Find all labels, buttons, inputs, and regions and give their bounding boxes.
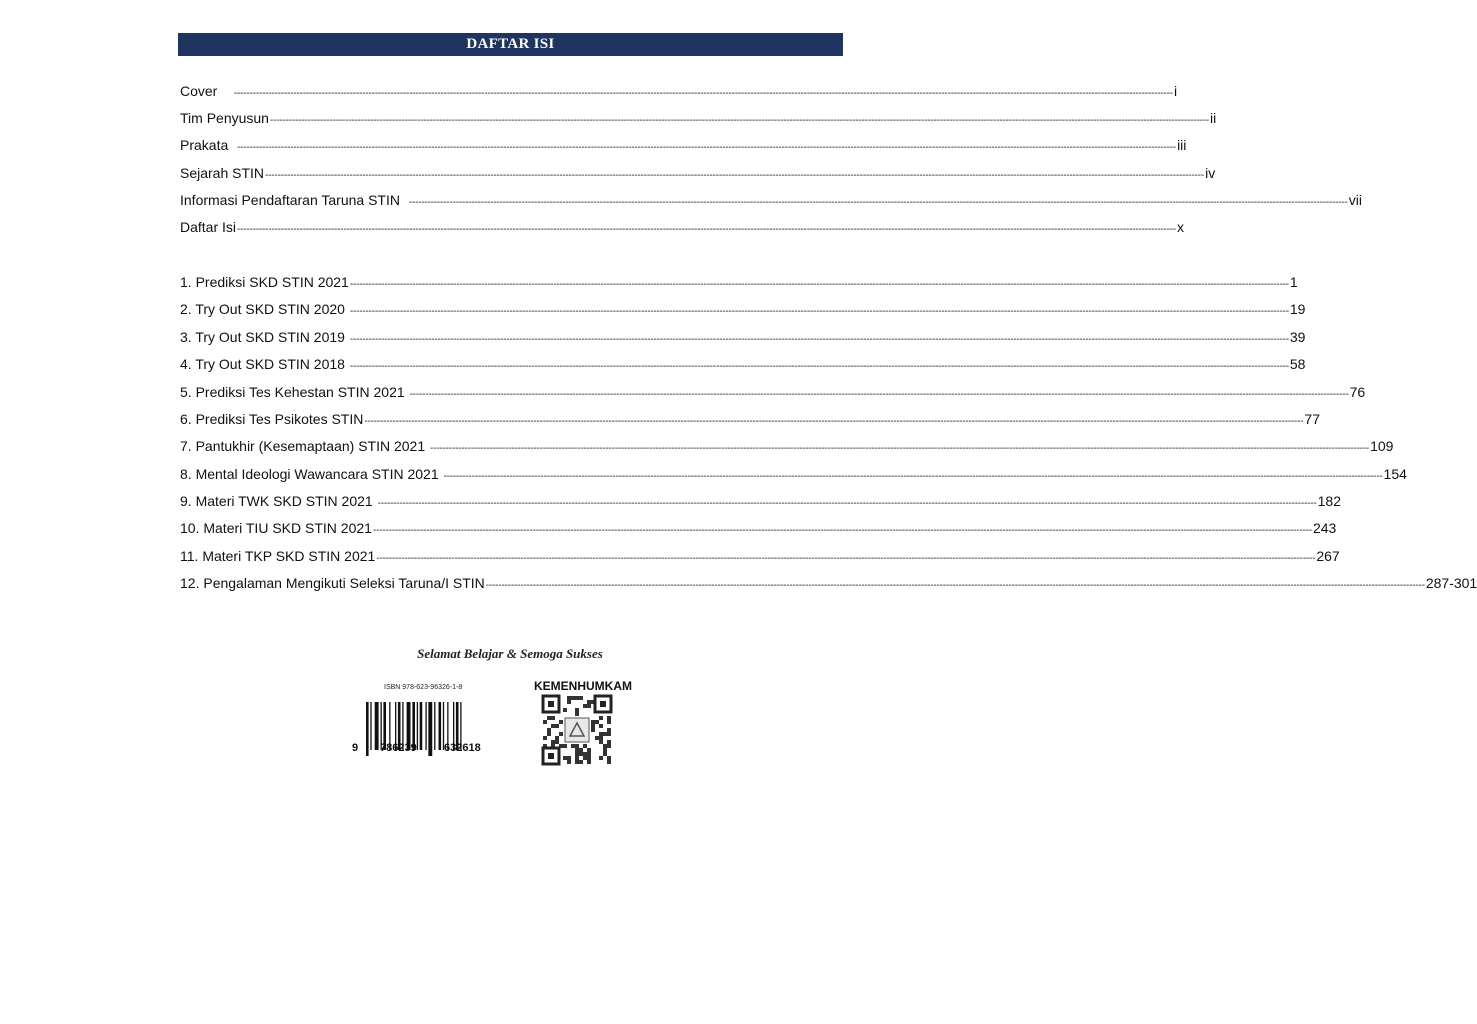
- toc-entry: [180, 382, 1366, 402]
- toc-entry: [180, 354, 1306, 374]
- leader-dots: ------------------------------------------------------------------------------------------------------------------------------------------------------------------------------------------------------------------------------------------------------------------------------------------------------------: [372, 525, 1312, 536]
- leader-dots: ------------------------------------------------------------------------------------------------------------------------------------------------------------------------------------------------------------------------------------------------------------------------------------------------------------: [349, 279, 1289, 290]
- toc-entry-label: 10. Materi TIU SKD STIN 2021: [180, 520, 372, 536]
- leader-dots: ------------------------------------------------------------------------------------------------------------------------------------------------------------------------------------------------------------------------------------------------------------------------------------------------------------: [349, 361, 1289, 372]
- toc-entry-page: 109: [1370, 438, 1394, 454]
- toc-entry-label: Cover: [180, 83, 233, 99]
- toc-entry-label: Sejarah STIN: [180, 165, 265, 181]
- toc-entry-page: 243: [1312, 520, 1337, 536]
- toc-entry: [180, 573, 1477, 593]
- leader-dots: ------------------------------------------------------------------------------------------------------------------------------------------------------------------------------------------------------------------------------------------------------------------------------------------------------------: [408, 197, 1348, 208]
- toc-entry: [180, 464, 1407, 484]
- toc-entry-page: x: [1177, 219, 1185, 235]
- leader-dots: ------------------------------------------------------------------------------------------------------------------------------------------------------------------------------------------------------------------------------------------------------------------------------------------------------------: [349, 334, 1289, 345]
- toc-entry-page: 154: [1383, 466, 1407, 482]
- isbn-barcode: [352, 684, 502, 764]
- toc-entry-page: 287-301: [1425, 575, 1477, 591]
- toc-entry-page: ii: [1210, 110, 1217, 126]
- barcode-digits-right: 632618: [444, 742, 481, 754]
- toc-entry: [180, 272, 1298, 292]
- toc-entry: [180, 409, 1320, 429]
- barcode-first-digit: 9: [352, 742, 359, 754]
- toc-entry: [180, 163, 1216, 183]
- page-title: DAFTAR ISI: [466, 36, 555, 52]
- qr-code-icon: [543, 696, 611, 764]
- toc-entry-page: 267: [1316, 548, 1340, 564]
- toc-entry: [180, 491, 1341, 511]
- leader-dots: ------------------------------------------------------------------------------------------------------------------------------------------------------------------------------------------------------------------------------------------------------------------------------------------------------------: [364, 416, 1304, 427]
- toc-entry-label: 7. Pantukhir (Kesemaptaan) STIN 2021: [180, 438, 430, 454]
- toc-entry-page: 76: [1349, 384, 1366, 400]
- toc-entry-page: i: [1173, 83, 1178, 99]
- qr-title: KEMENHUMKAM: [534, 679, 632, 693]
- leader-dots: ------------------------------------------------------------------------------------------------------------------------------------------------------------------------------------------------------------------------------------------------------------------------------------------------------------: [265, 170, 1205, 181]
- toc-entry-page: 182: [1317, 493, 1341, 509]
- toc-entry: [180, 217, 1185, 237]
- toc-entry: [180, 518, 1337, 538]
- toc-entry-page: iii: [1177, 137, 1187, 153]
- toc-entry-label: Prakata: [180, 137, 237, 153]
- toc-entry-label: Informasi Pendaftaran Taruna STIN: [180, 192, 408, 208]
- toc-entry-page: iv: [1205, 165, 1216, 181]
- barcode-digits-left: 786239: [380, 742, 417, 754]
- leader-dots: ------------------------------------------------------------------------------------------------------------------------------------------------------------------------------------------------------------------------------------------------------------------------------------------------------------: [233, 88, 1173, 99]
- toc-entry: [180, 546, 1340, 566]
- toc-entry-label: 5. Prediksi Tes Kehestan STIN 2021: [180, 384, 409, 400]
- toc-entry: [180, 327, 1306, 347]
- toc-entry: [180, 436, 1394, 456]
- toc-entry: [180, 190, 1363, 210]
- leader-dots: ------------------------------------------------------------------------------------------------------------------------------------------------------------------------------------------------------------------------------------------------------------------------------------------------------------: [349, 306, 1289, 317]
- toc-entry-label: 6. Prediksi Tes Psikotes STIN: [180, 411, 364, 427]
- toc-entry-label: 4. Try Out SKD STIN 2018: [180, 356, 349, 372]
- leader-dots: ------------------------------------------------------------------------------------------------------------------------------------------------------------------------------------------------------------------------------------------------------------------------------------------------------------: [409, 389, 1349, 400]
- toc-entry-page: vii: [1348, 192, 1363, 208]
- leader-dots: ------------------------------------------------------------------------------------------------------------------------------------------------------------------------------------------------------------------------------------------------------------------------------------------------------------: [443, 471, 1383, 482]
- leader-dots: ------------------------------------------------------------------------------------------------------------------------------------------------------------------------------------------------------------------------------------------------------------------------------------------------------------: [485, 580, 1425, 591]
- leader-dots: ------------------------------------------------------------------------------------------------------------------------------------------------------------------------------------------------------------------------------------------------------------------------------------------------------------: [237, 224, 1177, 235]
- toc-entry-label: 9. Materi TWK SKD STIN 2021: [180, 493, 377, 509]
- leader-dots: ------------------------------------------------------------------------------------------------------------------------------------------------------------------------------------------------------------------------------------------------------------------------------------------------------------: [376, 553, 1316, 564]
- toc-entry-page: 1: [1289, 274, 1298, 290]
- toc-entry-label: 1. Prediksi SKD STIN 2021: [180, 274, 349, 290]
- toc-entry-label: Daftar Isi: [180, 219, 237, 235]
- toc-entry-label: 3. Try Out SKD STIN 2019: [180, 329, 349, 345]
- motto-text: Selamat Belajar & Semoga Sukses: [417, 646, 603, 661]
- leader-dots: ------------------------------------------------------------------------------------------------------------------------------------------------------------------------------------------------------------------------------------------------------------------------------------------------------------: [377, 498, 1317, 509]
- qr-code-block: [534, 679, 644, 769]
- toc-entry-label: 11. Materi TKP SKD STIN 2021: [180, 548, 376, 564]
- toc-entry-label: 12. Pengalaman Mengikuti Seleksi Taruna/I STIN: [180, 575, 485, 591]
- toc-entry: [180, 81, 1178, 101]
- toc-entry-label: 8. Mental Ideologi Wawancara STIN 2021: [180, 466, 443, 482]
- toc-entry-page: 19: [1289, 301, 1306, 317]
- toc-entry: [180, 108, 1217, 128]
- isbn-label: ISBN 978-623-96326-1-8: [384, 684, 463, 691]
- leader-dots: ------------------------------------------------------------------------------------------------------------------------------------------------------------------------------------------------------------------------------------------------------------------------------------------------------------: [269, 115, 1209, 126]
- toc-entry-label: Tim Penyusun: [180, 110, 269, 126]
- toc-entry: [180, 299, 1306, 319]
- leader-dots: ------------------------------------------------------------------------------------------------------------------------------------------------------------------------------------------------------------------------------------------------------------------------------------------------------------: [430, 443, 1370, 454]
- toc-entry-page: 58: [1289, 356, 1306, 372]
- toc-entry-page: 77: [1304, 411, 1320, 427]
- toc-entry-page: 39: [1289, 329, 1306, 345]
- toc-header-bar: [178, 33, 843, 56]
- toc-entry: [180, 135, 1187, 155]
- toc-entry-label: 2. Try Out SKD STIN 2020: [180, 301, 349, 317]
- leader-dots: ------------------------------------------------------------------------------------------------------------------------------------------------------------------------------------------------------------------------------------------------------------------------------------------------------------: [237, 142, 1177, 153]
